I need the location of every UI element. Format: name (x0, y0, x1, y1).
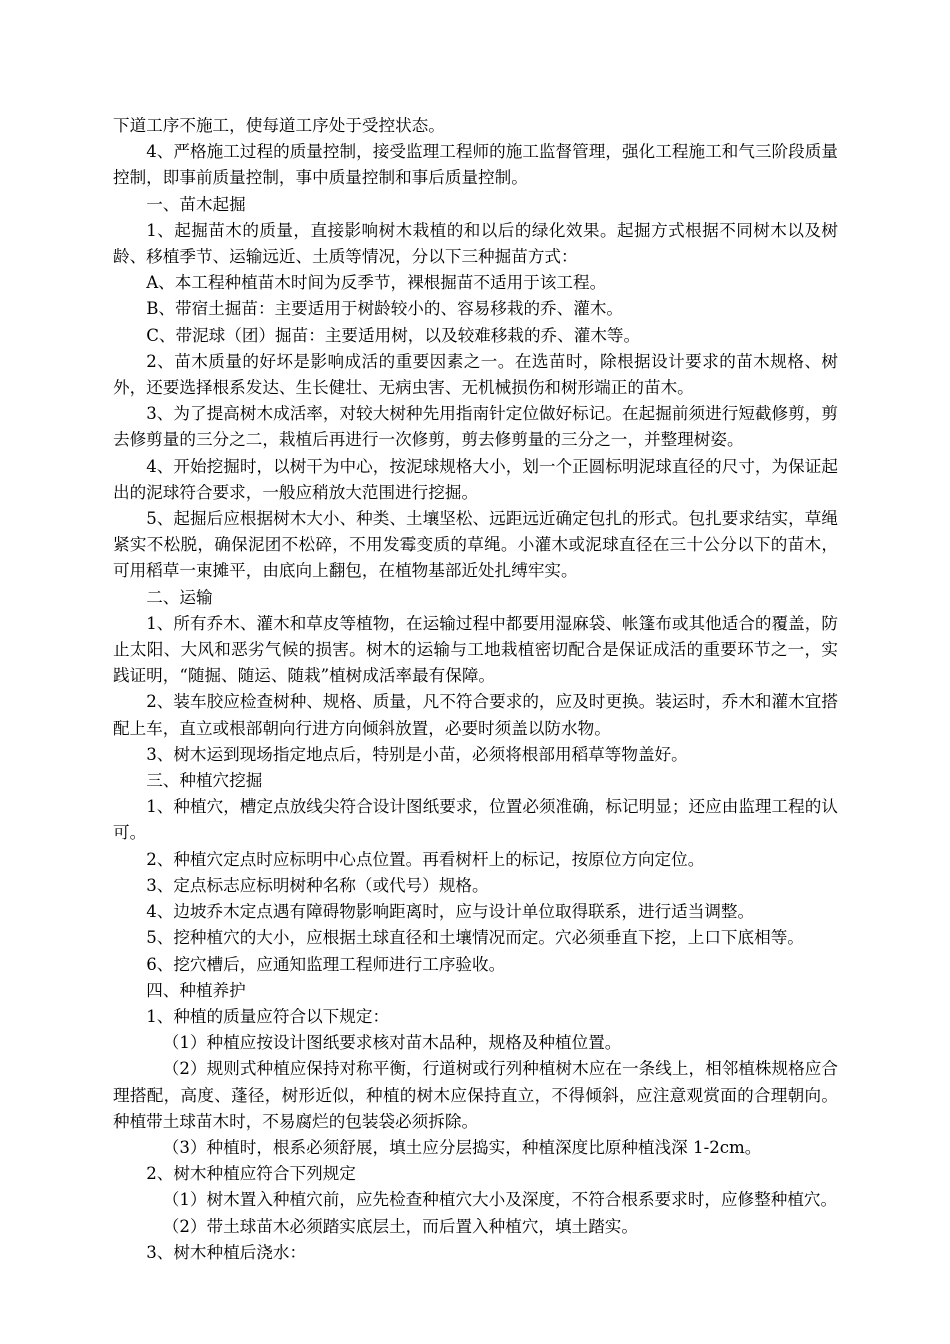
paragraph-tree-planting-rules: 2、树木种植应符合下列规定 (146, 1164, 356, 1184)
paragraph-option-b: B、带宿土掘苗：主要适用于树龄较小的、容易移栽的乔、灌木。 (146, 299, 624, 319)
paragraph-loading: 2、装车胶应检查树种、规格、质量，凡不符合要求的，应及时更换。装运时，乔木和灌木宜搭配上车，直立或根部朝向行进方向倾斜放置，必要时须盖以防水物。 (113, 692, 838, 738)
paragraph-wrapping: 5、起掘后应根据树木大小、种类、土壤坚松、远距远近确定包扎的形式。包扎要求结实，草绳紧实不松脱，确保泥团不松碎，不用发霉变质的草绳。小灌木或泥球直径在三十公分以下的苗木，可用稻草一束摊平，由底向上翻包，在植物基部近处扎缚牢实。 (113, 509, 838, 581)
paragraph-pit-layout: 1、种植穴，槽定点放线尖符合设计图纸要求，位置必须准确，标记明显；还应由监理工程的认可。 (113, 797, 838, 843)
paragraph-pit-marker: 3、定点标志应标明树种名称（或代号）规格。 (146, 875, 489, 895)
paragraph-tree-rule-1: （1）树木置入种植穴前，应先检查种植穴大小及深度，不符合根系要求时，应修整种植穴。 (162, 1190, 838, 1210)
section-heading-planting-pit: 三、种植穴挖掘 (146, 771, 263, 791)
paragraph-continuation: 下道工序不施工，使每道工序处于受控状态。 (113, 116, 445, 135)
paragraph-option-a: A、本工程种植苗木时间为反季节，裸根掘苗不适用于该工程。 (146, 273, 607, 293)
paragraph-pit-size: 5、挖种植穴的大小，应根据土球直径和土壤情况而定。穴必须垂直下挖，上口下底相等。 (146, 928, 804, 948)
section-heading-transport: 二、运输 (146, 587, 213, 607)
paragraph-transport-cover: 1、所有乔木、灌木和草皮等植物，在运输过程中都要用湿麻袋、帐篷布或其他适合的覆盖，防止太阳、大风和恶劣气候的损害。树木的运输与工地栽植密切配合是保证成活的重要环节之一，实践证明，“随掘、随运、随栽”植树成活率最有保障。 (113, 613, 838, 686)
paragraph-option-c: C、带泥球（团）掘苗：主要适用树，以及较难移栽的乔、灌木等。 (146, 325, 641, 345)
paragraph-watering: 3、树木种植后浇水： (146, 1242, 307, 1262)
document-page (113, 113, 838, 1266)
section-heading-seedling-digging: 一、苗木起掘 (146, 194, 246, 214)
paragraph-rule-1: （1）种植应按设计图纸要求核对苗木品种，规格及种植位置。 (162, 1033, 622, 1053)
paragraph-survival-rate: 3、为了提高树木成活率，对较大树种先用指南针定位做好标记。在起掘前须进行短截修剪，剪去修剪量的三分之二，栽植后再进行一次修剪，剪去修剪量的三分之一，并整理树姿。 (113, 404, 838, 450)
paragraph-digging-quality: 1、起掘苗木的质量，直接影响树木栽植的和以后的绿化效果。起掘方式根据不同树木以及树龄、移植季节、运输远近、土质等情况，分以下三种掘苗方式： (113, 220, 838, 267)
paragraph-slope-obstacle: 4、边坡乔木定点遇有障碍物影响距离时，应与设计单位取得联系，进行适当调整。 (146, 902, 755, 922)
paragraph-rule-3: （3）种植时，根系必须舒展，填土应分层捣实，种植深度比原种植浅深 1-2cm。 (162, 1137, 762, 1157)
paragraph-tree-rule-2: （2）带土球苗木必须踏实底层土，而后置入种植穴，填土踏实。 (162, 1216, 638, 1236)
section-heading-planting-care: 四、种植养护 (146, 980, 246, 1000)
paragraph-start-digging: 4、开始挖掘时，以树干为中心，按泥球规格大小，划一个正圆标明泥球直径的尺寸，为保证起出的泥球符合要求，一般应稍放大范围进行挖掘。 (113, 456, 838, 502)
paragraph-pit-inspection: 6、挖穴槽后，应通知监理工程师进行工序验收。 (146, 954, 506, 974)
paragraph-quality-control: 4、严格施工过程的质量控制，接受监理工程师的施工监督管理，强化工程施工和气三阶段质量控制，即事前质量控制，事中质量控制和事后质量控制。 (113, 142, 838, 188)
paragraph-arrival: 3、树木运到现场指定地点后，特别是小苗，必须将根部用稻草等物盖好。 (146, 744, 688, 764)
paragraph-seedling-quality: 2、苗木质量的好坏是影响成活的重要因素之一。在选苗时，除根据设计要求的苗木规格、树外，还要选择根系发达、生长健壮、无病虫害、无机械损伤和树形端正的苗木。 (113, 351, 838, 398)
paragraph-pit-center: 2、种植穴定点时应标明中心点位置。再看树杆上的标记，按原位方向定位。 (146, 849, 705, 869)
paragraph-planting-rules: 1、种植的质量应符合以下规定： (146, 1006, 390, 1026)
paragraph-rule-2: （2）规则式种植应保持对称平衡，行道树或行列种植树木应在一条线上，相邻植株规格应合理搭配，高度、蓬径，树形近似，种植的树木应保持直立，不得倾斜，应注意观赏面的合理朝向。种植带土球苗木时，不易腐烂的包装袋必须拆除。 (113, 1059, 838, 1131)
